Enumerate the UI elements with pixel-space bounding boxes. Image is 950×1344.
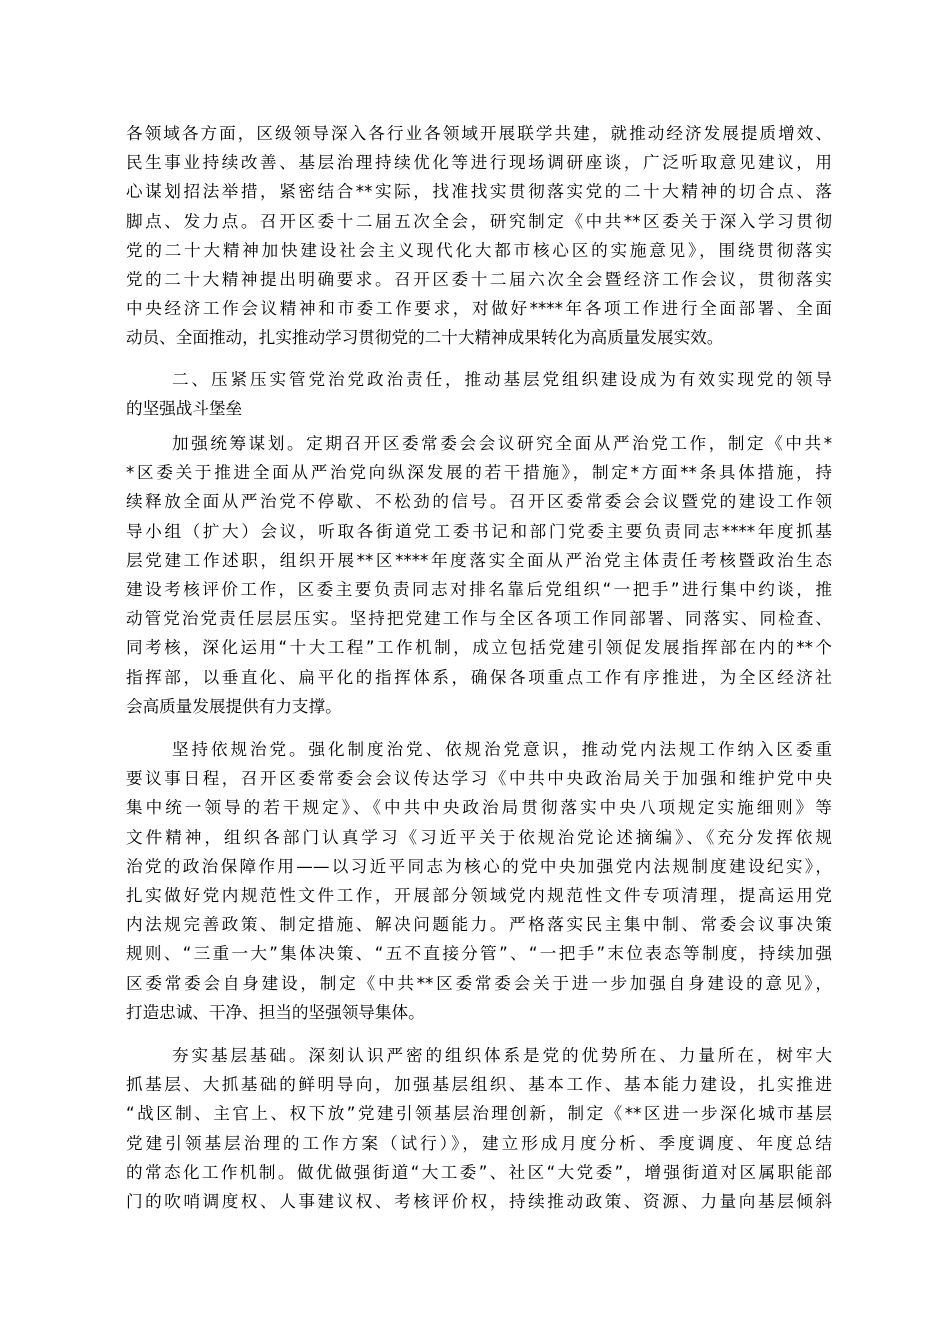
text-line: 治党的政治保障作用——以习近平同志为核心的党中央加强党内法规制度建设纪实》，: [126, 856, 832, 876]
text-line: 夯实基层基础。深刻认识严密的组织体系是党的优势所在、力量所在，树牢大: [172, 1046, 832, 1065]
text-line: 党的二十大精神加快建设社会主义现代化大都市核心区的实施意见》，围绕贯彻落实: [126, 240, 832, 260]
text-line: 同考核，深化运用“十大工程”工作机制，成立包括党建引领促发展指挥部在内的**个: [126, 638, 832, 658]
text-line: 动员、全面推动，扎实推动学习贯彻党的二十大精神成果转化为高质量发展实效。: [126, 328, 724, 348]
paragraph-1: [126, 119, 832, 353]
text-line: 内法规完善政策、制定措施、解决问题能力。严格落实民主集中制、常委会议事决策: [126, 915, 832, 935]
text-line: 会高质量发展提供有力支撑。: [126, 696, 342, 716]
text-line: 要议事日程，召开区委常委会会议传达学习《中共中央政治局关于加强和维护党中央: [126, 769, 832, 789]
text-line: 文件精神，组织各部门认真学习《习近平关于依规治党论述摘编》、《充分发挥依规: [126, 827, 832, 847]
text-line: “战区制、主官上、权下放”党建引领基层治理创新，制定《**区进一步深化城市基层: [126, 1104, 832, 1124]
text-line: 层党建工作述职，组织开展**区****年度落实全面从严治党主体责任考核暨政治生态: [126, 550, 832, 570]
text-line: 集中统一领导的若干规定》、《中共中央政治局贯彻落实中央八项规定实施细则》等: [126, 798, 832, 818]
text-line: 的常态化工作机制。做优做强街道“大工委”、社区“大党委”，增强街道对区属职能部: [126, 1162, 832, 1182]
paragraph-5: [126, 1041, 832, 1216]
text-line: 规则、“三重一大”集体决策、“五不直接分管”、“一把手”末位表态等制度，持续加强: [126, 944, 832, 964]
text-line: 抓基层、大抓基础的鲜明导向，加强基层组织、基本工作、基本能力建设，扎实推进: [126, 1075, 832, 1095]
paragraph-3: [126, 429, 832, 721]
text-line: 续释放全面从严治党不停歇、不松劲的信号。召开区委常委会会议暨党的建设工作领: [126, 492, 832, 512]
text-line: 中央经济工作会议精神和市委工作要求，对做好****年各项工作进行全面部署、全面: [126, 299, 832, 319]
text-line: 门的吹哨调度权、人事建议权、考核评价权，持续推动政策、资源、力量向基层倾斜: [126, 1192, 832, 1212]
text-line: 党的二十大精神提出明确要求。召开区委十二届六次全会暨经济工作会议，贯彻落实: [126, 270, 832, 290]
text-line: 加强统筹谋划。定期召开区委常委会会议研究全面从严治党工作，制定《中共*: [172, 434, 832, 453]
text-line: 脚点、发力点。召开区委十二届五次全会，研究制定《中共**区委关于深入学习贯彻: [126, 211, 832, 231]
text-line: 各领域各方面，区级领导深入各行业各领域开展联学共建，就推动经济发展提质增效、: [126, 124, 832, 143]
text-line: 党建引领基层治理的工作方案（试行）》，建立形成月度分析、季度调度、年度总结: [126, 1133, 832, 1153]
text-line: 指挥部，以垂直化、扁平化的指挥体系，确保各项重点工作有序推进，为全区经济社: [126, 667, 832, 687]
text-line: 二、压紧压实管党治党政治责任，推动基层党组织建设成为有效实现党的领导: [172, 370, 832, 389]
section-heading: [126, 365, 832, 423]
text-line: *区委关于推进全面从严治党向纵深发展的若干措施》，制定*方面**条具体措施，持: [126, 463, 832, 483]
text-line: 的坚强战斗堡垒: [126, 399, 243, 419]
text-line: 建设考核评价工作，区委主要负责同志对排名靠后党组织“一把手”进行集中约谈，推: [126, 580, 832, 600]
text-line: 打造忠诚、干净、担当的坚强领导集体。: [126, 1002, 425, 1022]
text-line: 民生事业持续改善、基层治理持续优化等进行现场调研座谈，广泛听取意见建议，用: [126, 153, 832, 173]
text-line: 区委常委会自身建设，制定《中共**区委常委会关于进一步加强自身建设的意见》，: [126, 973, 832, 993]
text-line: 导小组（扩大）会议，听取各街道党工委书记和部门党委主要负责同志****年度抓基: [126, 521, 832, 541]
text-line: 心谋划招法举措，紧密结合**实际，找准找实贯彻落实党的二十大精神的切合点、落: [126, 182, 832, 202]
paragraph-4: [126, 735, 832, 1027]
text-line: 坚持依规治党。强化制度治党、依规治党意识，推动党内法规工作纳入区委重: [172, 740, 832, 759]
text-line: 扎实做好党内规范性文件工作，开展部分领域党内规范性文件专项清理，提高运用党: [126, 886, 832, 906]
text-line: 动管党治党责任层层压实。坚持把党建工作与全区各项工作同部署、同落实、同检查、: [126, 609, 832, 629]
